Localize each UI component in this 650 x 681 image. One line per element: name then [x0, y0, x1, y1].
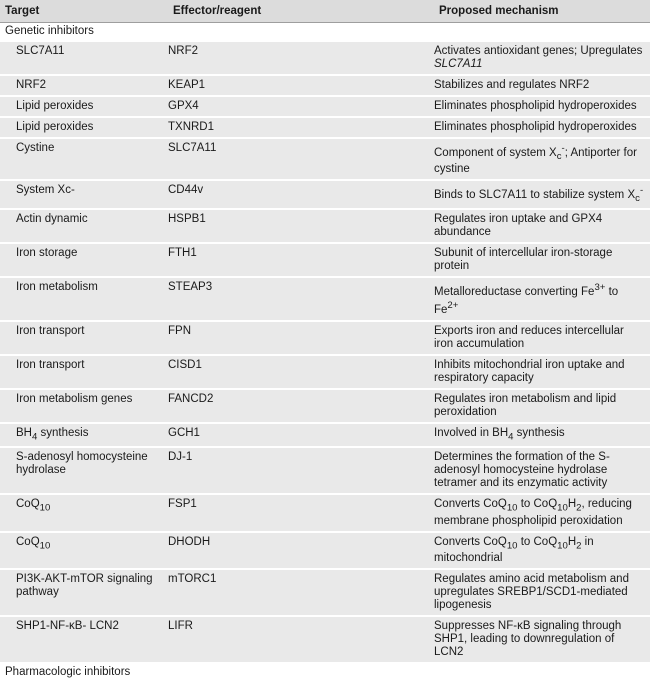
table-row	[0, 180, 650, 209]
cell-effector: HSPB1	[168, 209, 434, 243]
cell-target: PI3K-AKT-mTOR signaling pathway	[0, 569, 168, 616]
cell-mechanism: Activates antioxidant genes; Upregulates SLC7A11	[434, 41, 650, 75]
table-row	[0, 616, 650, 663]
cell-target: Iron transport	[0, 355, 168, 389]
table-row	[0, 423, 650, 447]
cell-target: Iron metabolism genes	[0, 389, 168, 423]
table-row	[0, 569, 650, 616]
cell-mechanism: Involved in $BH_4$ synthesis	[434, 423, 650, 447]
cell-effector: FPN	[168, 321, 434, 355]
cell-mechanism: Regulates iron uptake and GPX4 abundance	[434, 209, 650, 243]
cell-effector: GPX4	[168, 96, 434, 117]
cell-mechanism: Component of system $X_c^-$; Antiporter for cystine	[434, 138, 650, 180]
cell-target: Cystine	[0, 138, 168, 180]
table-row	[0, 447, 650, 494]
table-row	[0, 75, 650, 96]
cell-target: SHP1-NF-κB- LCN2	[0, 616, 168, 663]
cell-effector: mTORC1	[168, 569, 434, 616]
table-row	[0, 355, 650, 389]
cell-mechanism: Converts CoQ$_{10}$ to $CoQ_{10}H_2$ in mitochondrial	[434, 532, 650, 569]
cell-target: CoQ$_{10}$	[0, 532, 168, 569]
cell-mechanism: Subunit of intercellular iron-storage protein	[434, 243, 650, 277]
header-effector: Effector/reagent	[168, 0, 434, 23]
cell-mechanism: Eliminates phospholipid hydroperoxides	[434, 117, 650, 138]
table-row	[0, 321, 650, 355]
cell-effector: LIFR	[168, 616, 434, 663]
table-row	[0, 117, 650, 138]
cell-effector: STEAP3	[168, 277, 434, 321]
table-row	[0, 277, 650, 321]
section-genetic-label: Genetic inhibitors	[0, 23, 650, 42]
cell-target: NRF2	[0, 75, 168, 96]
cell-effector: FANCD2	[168, 389, 434, 423]
table-row	[0, 209, 650, 243]
cell-effector: GCH1	[168, 423, 434, 447]
cell-target: Iron metabolism	[0, 277, 168, 321]
table-row	[0, 138, 650, 180]
cell-target: Iron transport	[0, 321, 168, 355]
cell-target: CoQ$_{10}$	[0, 494, 168, 531]
cell-mechanism: Exports iron and reduces intercellular iron accumulation	[434, 321, 650, 355]
cell-mechanism: Binds to SLC7A11 to stabilize system $X_c^-$	[434, 180, 650, 209]
cell-target: $BH_4$ synthesis	[0, 423, 168, 447]
cell-mechanism: Stabilizes and regulates NRF2	[434, 75, 650, 96]
cell-effector: NRF2	[168, 41, 434, 75]
cell-effector: FTH1	[168, 243, 434, 277]
table-row	[0, 41, 650, 75]
section-pharmacologic-label: Pharmacologic inhibitors	[0, 663, 650, 681]
cell-target: Lipid peroxides	[0, 96, 168, 117]
table-row	[0, 96, 650, 117]
cell-mechanism: Determines the formation of the S-adenosyl homocysteine hydrolase tetramer and its enzymatic activity	[434, 447, 650, 494]
cell-effector: CISD1	[168, 355, 434, 389]
cell-effector: DJ-1	[168, 447, 434, 494]
cell-effector: KEAP1	[168, 75, 434, 96]
cell-mechanism: Inhibits mitochondrial iron uptake and respiratory capacity	[434, 355, 650, 389]
cell-target: SLC7A11	[0, 41, 168, 75]
table-row	[0, 494, 650, 531]
cell-mechanism: Suppresses NF-κB signaling through SHP1, leading to downregulation of LCN2	[434, 616, 650, 663]
section-pharmacologic	[0, 663, 650, 681]
header-target: Target	[0, 0, 168, 23]
cell-target: Iron storage	[0, 243, 168, 277]
cell-effector: SLC7A11	[168, 138, 434, 180]
cell-target: Actin dynamic	[0, 209, 168, 243]
table-row	[0, 389, 650, 423]
table-header	[0, 0, 650, 23]
cell-effector: CD44v	[168, 180, 434, 209]
cell-effector: FSP1	[168, 494, 434, 531]
table-body	[0, 23, 650, 681]
table-row	[0, 532, 650, 569]
table-row	[0, 243, 650, 277]
cell-mechanism: Eliminates phospholipid hydroperoxides	[434, 96, 650, 117]
cell-effector: DHODH	[168, 532, 434, 569]
cell-mechanism: Converts CoQ$_{10}$ to $CoQ_{10}H_2$, reducing membrane phospholipid peroxidation	[434, 494, 650, 531]
cell-effector: TXNRD1	[168, 117, 434, 138]
cell-mechanism: Regulates iron metabolism and lipid peroxidation	[434, 389, 650, 423]
cell-target: S-adenosyl homocysteine hydrolase	[0, 447, 168, 494]
section-genetic	[0, 23, 650, 42]
header-mechanism: Proposed mechanism	[434, 0, 650, 23]
cell-target: Lipid peroxides	[0, 117, 168, 138]
cell-mechanism: Regulates amino acid metabolism and upregulates SREBP1/SCD1-mediated lipogenesis	[434, 569, 650, 616]
cell-target: System Xc-	[0, 180, 168, 209]
cell-mechanism: Metalloreductase converting $Fe^{3+}$ to $Fe^{2+}$	[434, 277, 650, 321]
